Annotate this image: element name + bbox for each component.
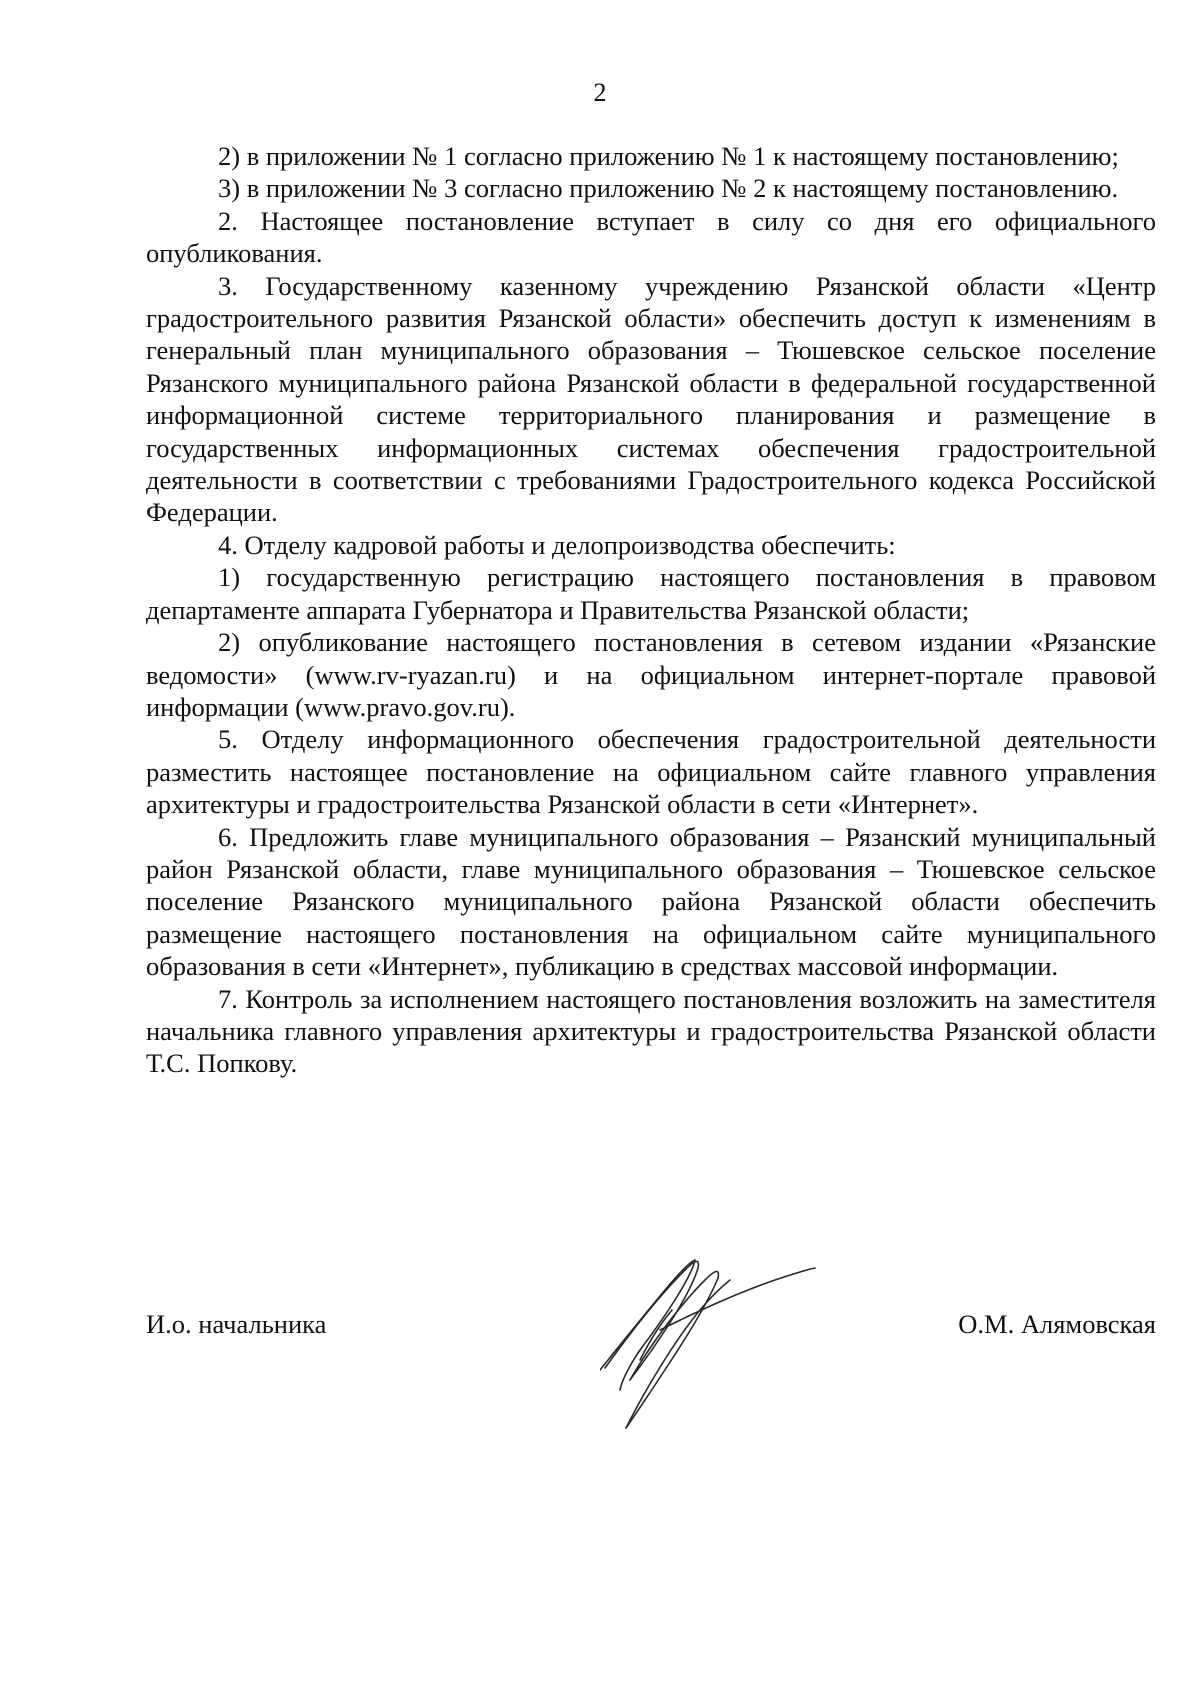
document-body — [146, 140, 1156, 1080]
signer-name: О.М. Алямовская — [958, 1309, 1156, 1339]
signer-position: И.о. начальника — [146, 1309, 327, 1339]
paragraph-4-records-department: 4. Отделу кадровой работы и делопроизводства обеспечить: — [218, 529, 896, 560]
paragraph-item-2-annex-1: 2) в приложении № 1 согласно приложению № 1 к настоящему постановлению; — [218, 141, 1119, 171]
paragraph-6-municipal-heads: 6. Предложить главе муниципального образования – Рязанский муниципальный район Рязанской области, главе муниципального образования – Тюшевское сельское поселение Рязанского муниципального района Рязанской области обеспечить размещение настоящего постановления на официальном сайте муниципального образования в сети «Интернет», публикацию в средствах массовой информации. — [146, 821, 1156, 982]
page-number: 2 — [593, 78, 607, 107]
paragraph-5-information-department: 5. Отделу информационного обеспечения градостроительной деятельности разместить настоящее постановление на официальном сайте главного управления архитектуры и градостроительства Рязанской области в сети «Интернет». — [146, 724, 1156, 820]
paragraph-4-2-publication: 2) опубликование настоящего постановления в сетевом издании «Рязанские ведомости» (www.rv-ryazan.ru) и на официальном интернет-портале правовой информации (www.pravo.gov.ru). — [146, 627, 1156, 722]
paragraph-3-access-provision: 3. Государственному казенному учреждению Рязанской области «Центр градостроительного развития Рязанской области» обеспечить доступ к изменениям в генеральный план муниципального образования – Тюшевское сельское поселение Рязанского муниципального района Рязанской области в федеральной государственной информационной системе территориального планирования и размещение в государственных информационных системах обеспечения градостроительной деятельности в соответствии с требованиями Градостроительного кодекса Российской Федерации. — [146, 270, 1156, 528]
paragraph-7-control: 7. Контроль за исполнением настоящего постановления возложить на заместителя начальника главного управления архитектуры и градостроительства Рязанской области Т.С. Попкову. — [146, 983, 1156, 1079]
paragraph-2-entry-into-force: 2. Настоящее постановление вступает в силу со дня его официального опубликования. — [146, 205, 1156, 269]
handwritten-signature-icon — [600, 1240, 820, 1430]
paragraph-4-1-registration: 1) государственную регистрацию настоящего постановления в правовом департаменте аппарата Губернатора и Правительства Рязанской области; — [146, 562, 1156, 625]
paragraph-item-3-annex-3: 3) в приложении № 3 согласно приложению № 2 к настоящему постановлению. — [218, 173, 1119, 204]
